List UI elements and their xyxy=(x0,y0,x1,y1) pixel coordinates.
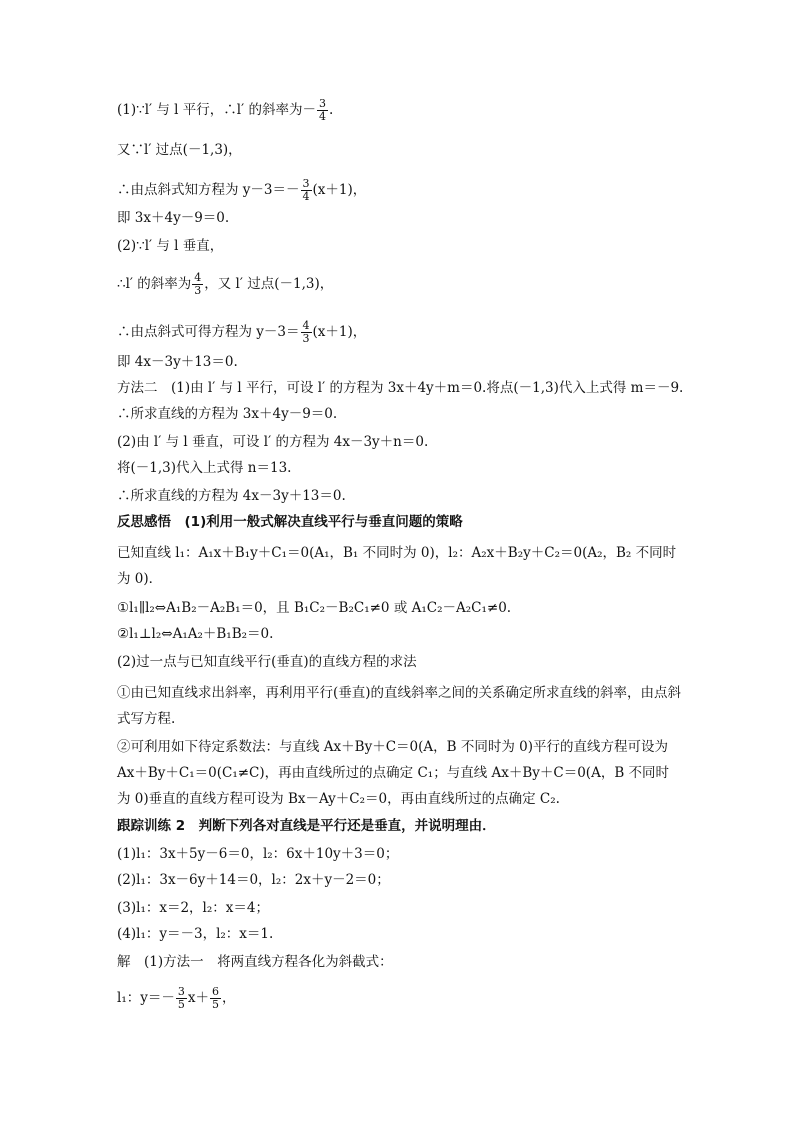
solution-start: 解 (1)方法一 将两直线方程各化为斜截式： xyxy=(117,954,393,970)
line-method-two-perp: (2)由 l′ 与 l 垂直，可设 l′ 的方程为 4x－3y＋n＝0. xyxy=(117,434,429,450)
exercise-heading: 跟踪训练 2 判断下列各对直线是平行还是垂直，并说明理由． xyxy=(117,818,496,834)
line-result-2: 即 4x－3y＋13＝0. xyxy=(117,354,238,370)
fraction: $\frac{3}{4}$ xyxy=(318,97,326,123)
fraction: $\frac{3}{4}$ xyxy=(302,177,310,203)
line-point-slope-eq-2: ∴由点斜式可得方程为 y－3＝ $\frac{4}{3}$ (x＋1)， xyxy=(117,319,367,345)
line-substitute: 将(－1,3)代入上式得 n＝13. xyxy=(117,460,292,476)
fraction: $\frac{4}{3}$ xyxy=(302,319,310,345)
line-perp-condition: ②l₁⊥l₂⇔A₁A₂＋B₁B₂＝0. xyxy=(117,626,274,642)
line-result-3: ∴所求直线的方程为 3x＋4y－9＝0. xyxy=(117,406,338,422)
line-method-slope: ①由已知直线求出斜率，再利用平行(垂直)的直线斜率之间的关系确定所求直线的斜率，由点斜式写方程. xyxy=(117,685,682,727)
line-passes-point: 又∵l′ 过点(－1,3)， xyxy=(117,142,242,158)
line-slope-intercept: l₁：y＝－ $\frac{3}{5}$ x＋ $\frac{6}{5}$ ， xyxy=(117,985,236,1011)
exercise-item-3: (3)l₁：x＝2，l₂：x＝4； xyxy=(117,900,269,916)
exercise-item-2: (2)l₁：3x－6y＋14＝0，l₂：2x＋y－2＝0； xyxy=(117,872,390,888)
line-parallel-condition: ①l₁∥l₂⇔A₁B₂－A₂B₁＝0，且 B₁C₂－B₂C₁≠0 或 A₁C₂－A₂C₁≠0. xyxy=(117,600,512,616)
line-perp-slope: ∴l′ 的斜率为 $\frac{4}{3}$ ，又 l′ 过点(－1,3)， xyxy=(117,271,334,297)
fraction: $\frac{3}{5}$ xyxy=(177,985,185,1011)
exercise-item-1: (1)l₁：3x＋5y－6＝0，l₂：6x＋10y＋3＝0； xyxy=(117,846,399,862)
line-parallel-slope: (1)∵l′ 与 l 平行，∴l′ 的斜率为－ $\frac{3}{4}$ . xyxy=(117,97,334,123)
line-undetermined-coefficients: ②可利用如下待定系数法：与直线 Ax＋By＋C＝0(A，B 不同时为 0)平行的直线方程可设为 Ax＋By＋C₁＝0(C₁≠C)，再由直线所过的点确定 C₁；与直线 Ax＋By＋C＝0(A，B 不同时为 0)垂直的直线方程可设为 Bx－Ay＋C₂＝0，再由直线所过的点确定 C₂. xyxy=(117,739,670,807)
line-point-slope-eq-1: ∴由点斜式知方程为 y－3＝－ $\frac{3}{4}$ (x＋1)， xyxy=(117,177,367,203)
line-result-4: ∴所求直线的方程为 4x－3y＋13＝0. xyxy=(117,488,346,504)
line-perpendicular: (2)∵l′ 与 l 垂直， xyxy=(117,238,224,254)
fraction: $\frac{4}{3}$ xyxy=(194,271,202,297)
method-heading: (2)过一点与已知直线平行(垂直)的直线方程的求法 xyxy=(117,654,417,670)
exercise-item-4: (4)l₁：y＝－3，l₂：x＝1. xyxy=(117,926,274,942)
fraction: $\frac{6}{5}$ xyxy=(211,985,219,1011)
reflection-heading: 反思感悟 (1)利用一般式解决直线平行与垂直问题的策略 xyxy=(117,514,463,530)
line-method-two: 方法二 (1)由 l′ 与 l 平行，可设 l′ 的方程为 3x＋4y＋m＝0.将点(－1,3)代入上式得 m＝－9. xyxy=(117,380,684,396)
line-given-lines: 已知直线 l₁：A₁x＋B₁y＋C₁＝0(A₁，B₁ 不同时为 0)，l₂：A₂x＋B₂y＋C₂＝0(A₂，B₂ 不同时为 0)． xyxy=(117,545,677,587)
line-result-1: 即 3x＋4y－9＝0. xyxy=(117,210,230,226)
